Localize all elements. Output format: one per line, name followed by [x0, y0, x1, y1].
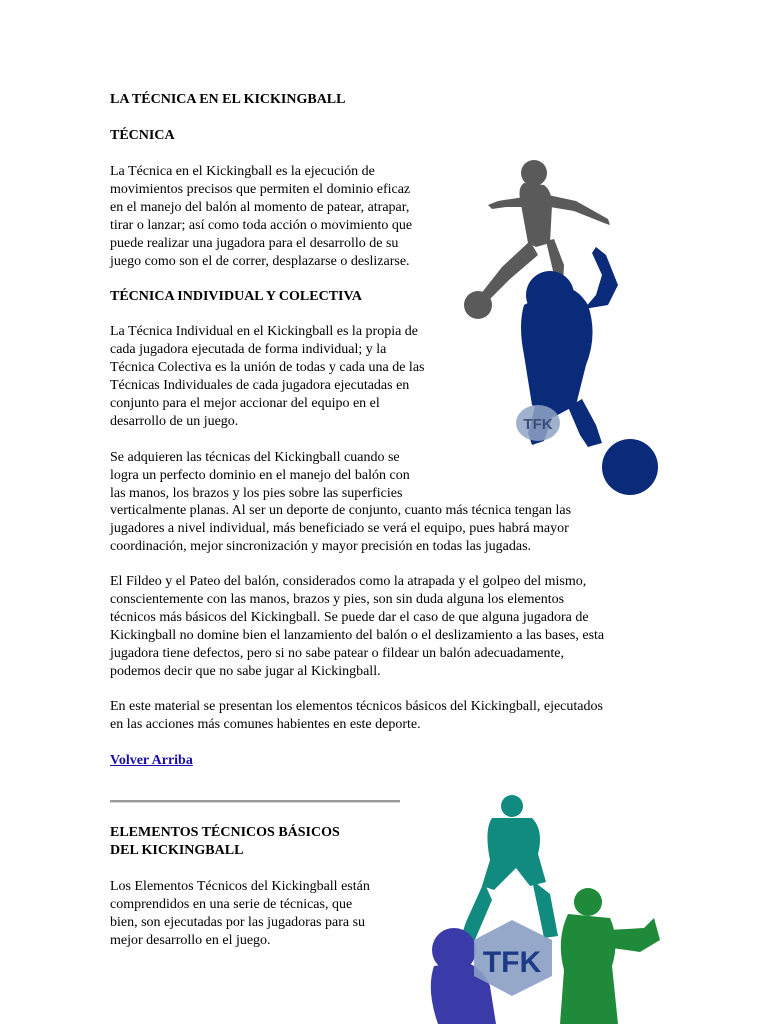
text-line: conjunto para el mejor accionar del equipo en el	[110, 396, 380, 411]
text-line: mejor desarrollo en el juego.	[110, 933, 271, 948]
text-line: Kickingball no domine bien el lanzamiento del balón o el deslizamiento a las bases, esta	[110, 628, 605, 643]
fielding-players-illustration	[420, 790, 680, 1024]
text-line: Los Elementos Técnicos del Kickingball están	[110, 879, 370, 894]
text-line: verticalmente planas. Al ser un deporte de conjunto, cuanto más técnica tengan las	[110, 503, 572, 518]
kicking-players-illustration	[458, 155, 668, 500]
horizontal-divider	[110, 800, 400, 803]
text-line: las manos, los brazos y los pies sobre las superficies	[110, 486, 403, 501]
text-line: Técnica Colectiva es la unión de todas y cada una de las	[110, 360, 425, 375]
section-title-tecnica: TÉCNICA	[110, 128, 175, 143]
section-title-elementos-line1: ELEMENTOS TÉCNICOS BÁSICOS	[110, 825, 340, 840]
text-line: jugadores a nivel individual, más beneficiado se verá el equipo, pues habrá mayor	[110, 521, 569, 536]
text-line: coordinación, mejor sincronización y mayor precisión en todas las jugadas.	[110, 539, 532, 554]
text-line: bien, son ejecutadas por las jugadoras para su	[110, 915, 366, 930]
text-line: La Técnica en el Kickingball es la ejecución de	[110, 164, 375, 179]
text-line: técnicos más básicos del Kickingball. Se puede dar el caso de que alguna jugadora de	[110, 610, 589, 625]
text-line: El Fildeo y el Pateo del balón, considerados como la atrapada y el golpeo del mismo,	[110, 574, 587, 589]
text-line: movimientos precisos que permiten el dominio eficaz	[110, 182, 411, 197]
text-line: podemos decir que no sabe jugar al Kickingball.	[110, 664, 381, 679]
text-line: logra un perfecto dominio en el manejo del balón con	[110, 468, 410, 483]
text-line: desarrollo de un juego.	[110, 414, 239, 429]
text-line: cada jugadora ejecutada de forma individual; y la	[110, 342, 387, 357]
page-title: LA TÉCNICA EN EL KICKINGBALL	[110, 92, 346, 107]
text-line: comprendidos en una serie de técnicas, que	[110, 897, 353, 912]
text-line: en el manejo del balón al momento de patear, atrapar,	[110, 200, 410, 215]
section-title-elementos-line2: DEL KICKINGBALL	[110, 843, 244, 858]
logo-label: TFK	[523, 416, 553, 433]
text-line: Se adquieren las técnicas del Kickingball cuando se	[110, 450, 400, 465]
navy-fielder-silhouette	[521, 247, 658, 495]
text-line: tirar o lanzar; así como toda acción o movimiento que	[110, 218, 413, 233]
text-line: conscientemente con las manos, brazos y pies, son sin duda alguna los elementos	[110, 592, 565, 607]
logo-label-large: TFK	[482, 946, 542, 979]
back-to-top-link[interactable]: Volver Arriba	[110, 753, 193, 768]
text-line: juego como son el de correr, desplazarse o deslizarse.	[110, 254, 410, 269]
green-player-silhouette	[560, 888, 660, 1024]
text-line: La Técnica Individual en el Kickingball es la propia de	[110, 324, 419, 339]
tfk-logo	[516, 405, 560, 441]
text-line: puede realizar una jugadora para el desarrollo de su	[110, 236, 399, 251]
teal-player-silhouette	[460, 795, 558, 942]
section-title-individual-colectiva: TÉCNICA INDIVIDUAL Y COLECTIVA	[110, 289, 362, 304]
text-line: jugadora tiene defectos, pero si no sabe patear o fildear un balón adecuadamente,	[110, 646, 565, 661]
text-line: Técnicas Individuales de cada jugadora ejecutadas en	[110, 378, 410, 393]
text-line: En este material se presentan los elementos técnicos básicos del Kickingball, ejecutados	[110, 699, 603, 714]
text-line: en las acciones más comunes habientes en este deporte.	[110, 717, 421, 732]
